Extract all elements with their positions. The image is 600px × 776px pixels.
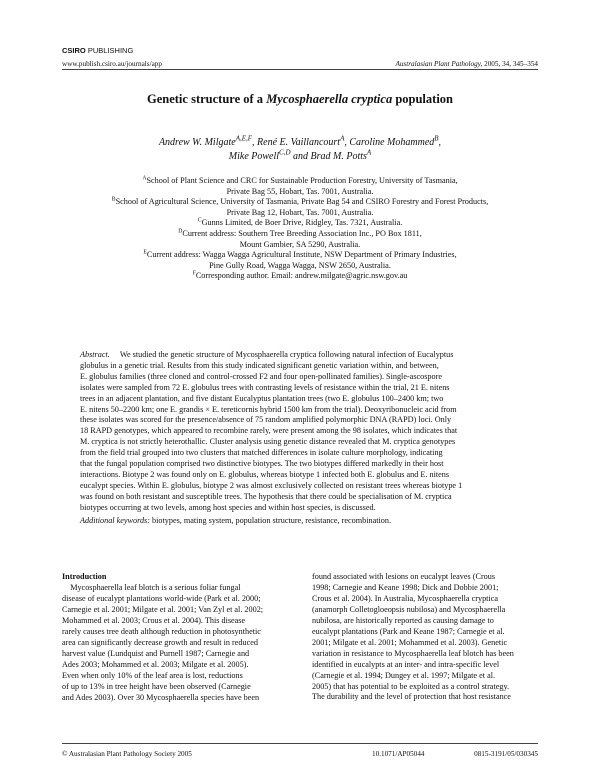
body-text-line: Crous et al. 2004). In Australia, Mycosphaerella cryptica (312, 593, 498, 603)
doi[interactable]: 10.1071/AP05044 (372, 750, 425, 758)
affiliation-line (62, 208, 538, 219)
affiliation-line (62, 240, 538, 251)
body-text-line: 2001; Milgate et al. 2001; Mohammed et al. 2003). Genetic (312, 637, 508, 647)
abstract-text: We studied the genetic structure of Mycosphaerella cryptica following natural infection of Eucalyptus (109, 350, 454, 359)
author-2-sup: A (340, 134, 345, 143)
introduction-left-column (62, 583, 294, 703)
abstract-line (80, 470, 520, 481)
abstract-line (80, 437, 520, 448)
author-4: Mike Powell (228, 151, 280, 162)
body-text-line: found associated with lesions on eucalypt leaves (Crous (312, 572, 496, 581)
abstract-text: 18 RAPD genotypes, which appeared to recombine rarely, were present among the 98 isolates, which indicates that (80, 426, 458, 436)
affiliation-text: Private Bag 12, Hobart, Tas. 7001, Australia. (226, 207, 374, 217)
publisher-rest: PUBLISHING (85, 46, 134, 55)
body-text-line: Ades 2003; Mohammed et al. 2003; Milgate et al. 2005). (62, 659, 249, 669)
abstract (80, 350, 520, 514)
body-text-line: The durability and the level of protection that host resistance (312, 692, 511, 702)
affiliation-text: Gunns Limited, de Boer Drive, Ridgley, Tas. 7321, Australia. (201, 218, 403, 228)
abstract-line (80, 394, 520, 405)
abstract-text: biotypes occurring at two levels, among host species and within host species, is discussed. (80, 502, 376, 512)
affiliation-marker: C (197, 217, 202, 224)
affiliation-line (62, 176, 538, 187)
affiliation-marker: A (142, 175, 147, 182)
affiliation-text: Current address: Southern Tree Breeding Association Inc., PO Box 1811, (182, 228, 422, 238)
affiliation-marker: F (192, 270, 196, 277)
abstract-text: these isolates was scored for the presence/absence of 75 random amplified polymorphic DNA (RAPD) loci. Only (80, 415, 452, 425)
abstract-line (80, 383, 520, 394)
keywords (80, 516, 520, 525)
affiliation-text: Current address: Wagga Wagga Agricultural Institute, NSW Department of Primary Industries, (146, 250, 457, 260)
abstract-line (80, 459, 520, 470)
affiliation-text: Private Bag 55, Hobart, Tas. 7001, Australia. (226, 186, 374, 196)
abstract-line (80, 405, 520, 416)
journal-volume-pages: 2005, 34, 345–354 (482, 60, 538, 68)
title-prefix: Genetic structure of a (147, 92, 267, 106)
abstract-text: interactions. Biotype 2 was found only on E. globulus, whereas biotype 1 infected both E. globulus and E. nitens (80, 469, 450, 479)
affiliation-line (62, 250, 538, 261)
body-text-line: Mohammed et al. 2003; Crous et al. 2004). This disease (62, 615, 246, 625)
body-text-line: 2005) that has potential to be exploited as a control strategy. (312, 681, 510, 691)
body-text-line: eucalypt plantations (Park and Keane 1987; Carnegie et al. (312, 626, 505, 636)
journal-name: Australasian Plant Pathology, (395, 60, 483, 68)
author-2: , René E. Vaillancourt (252, 137, 341, 148)
body-text-line: harvest value (Lundquist and Purnell 1987; Carnegie and (62, 648, 250, 658)
affiliation-text: School of Plant Science and CRC for Sustainable Production Forestry, University of Tasmania, (146, 176, 458, 185)
affiliation-text: Corresponding author. Email: andrew.milgate@agric.nsw.gov.au (195, 271, 408, 281)
body-text-line: disease of eucalypt plantations world-wide (Park et al. 2000; (62, 593, 261, 603)
issn: 0815-3191/05/030345 (474, 750, 538, 758)
abstract-label: Abstract. (80, 350, 110, 359)
abstract-text: trees in an adjacent plantation, and five distant Eucalyptus plantation trees (two E. globulus 100–2400 km; two (80, 393, 444, 403)
footer-rule (62, 743, 538, 744)
body-text-line: Even when only 10% of the leaf area is lost, reductions (62, 670, 243, 680)
introduction-right-column (312, 572, 538, 703)
abstract-text: M. cryptica is not strictly heterothallic. Cluster analysis using genetic distance revealed that M. cryptica genotypes (80, 437, 456, 447)
author-3-sup: B (434, 134, 439, 143)
title-suffix: population (392, 92, 453, 106)
abstract-text: eucalypt species. Within E. globulus, biotype 2 was almost exclusively collected on resistant trees whereas biotype 1 (80, 480, 463, 490)
abstract-text: E. globulus families (three cloned and control-crossed F2 and four open-pollinated families). Single-ascospore (80, 371, 442, 381)
author-4-sup: C,D (279, 148, 291, 157)
abstract-line (80, 350, 520, 361)
author-5: and Brad M. Potts (290, 151, 367, 162)
body-text-line: variation in resistance to Mycosphaerella leaf blotch has been (312, 648, 514, 658)
body-text-line: (anamorph Colletogloeopsis nubilosa) and Mycosphaerella (312, 604, 506, 614)
affiliation-text: Pine Gully Road, Wagga Wagga, NSW 2650, Australia. (209, 260, 391, 270)
abstract-text: isolates were sampled from 72 E. globulus trees with contrasting levels of resistance within the trial, 21 E. nitens (80, 382, 450, 392)
affiliation-line (62, 218, 538, 229)
publisher-bold: CSIRO (62, 46, 86, 55)
author-sep: , (438, 137, 442, 148)
keywords-text: biotypes, mating system, population structure, resistance, recombination. (149, 516, 391, 525)
introduction-heading: Introduction (62, 572, 107, 581)
journal-url[interactable]: www.publish.csiro.au/journals/app (62, 60, 162, 68)
affiliation-marker: E (143, 249, 147, 256)
body-text-line: identified in eucalypts at an inter- and intra-specific level (312, 659, 500, 669)
abstract-text: was found on both resistant and susceptible trees. The hypothesis that there could be specialisation of M. cryptica (80, 491, 452, 501)
abstract-line (80, 415, 520, 426)
body-text-line: Carnegie et al. 2001; Milgate et al. 2001; Van Zyl et al. 2002; (62, 604, 264, 614)
copyright: © Australasian Plant Pathology Society 2005 (62, 750, 192, 758)
author-1-sup: A,E,F (235, 134, 253, 143)
abstract-line (80, 448, 520, 459)
body-text-line: Mycosphaerella leaf blotch is a serious foliar fungal (62, 583, 241, 592)
affiliation-line (62, 271, 538, 282)
abstract-line (80, 503, 520, 514)
body-text-line: (Carnegie et al. 1994; Dungey et al. 1997; Milgate et al. (312, 670, 496, 680)
abstract-line (80, 361, 520, 372)
affiliation-marker: D (178, 228, 183, 235)
affiliations (62, 176, 538, 282)
abstract-text: E. nitens 50–2200 km; one E. grandis × E. tereticornis hybrid 1500 km from the trial). Deoxyribonucleic acid from (80, 404, 457, 414)
author-3: , Caroline Mohammed (344, 137, 435, 148)
abstract-text: from the field trial grouped into two clusters that matched differences in isolate culture morphology, indicating (80, 448, 443, 458)
abstract-line (80, 481, 520, 492)
affiliation-line (62, 261, 538, 272)
abstract-text: globulus in a genetic trial. Results from this study indicated significant genetic variation within, and between, (80, 360, 439, 370)
affiliation-text: Mount Gambier, SA 5290, Australia. (239, 239, 361, 249)
abstract-line (80, 492, 520, 503)
affiliation-text: School of Agricultural Science, University of Tasmania, Private Bag 54 and CSIRO Forestry and Forest Products, (115, 197, 489, 207)
affiliation-line (62, 187, 538, 198)
affiliation-marker: B (111, 196, 116, 203)
header-rule (62, 69, 538, 70)
publisher-label (62, 46, 133, 55)
body-text-line: area can significantly decrease growth and result in reduced (62, 637, 258, 647)
body-text-line: of up to 13% in tree height have been observed (Carnegie (62, 681, 251, 691)
affiliation-line (62, 197, 538, 208)
body-text-line: and Ades 2003). Over 30 Mycosphaerella species have been (62, 692, 260, 702)
author-1: Andrew W. Milgate (158, 137, 236, 148)
body-text-line: 1998; Carnegie and Keane 1998; Dick and Dobbie 2001; (312, 582, 499, 592)
paper-title (62, 92, 538, 107)
body-text-line: rarely causes tree death although reduction in photosynthetic (62, 626, 261, 636)
keywords-label: Additional keywords: (80, 516, 150, 525)
abstract-line (80, 372, 520, 383)
body-text-line: nubilosa, are historically reported as causing damage to (312, 615, 494, 625)
title-species: Mycosphaerella cryptica (266, 92, 393, 106)
abstract-line (80, 426, 520, 437)
author-5-sup: A (366, 148, 372, 157)
abstract-text: that the fungal population comprised two distinctive biotypes. The two biotypes differed markedly in their host (80, 459, 444, 469)
affiliation-line (62, 229, 538, 240)
journal-citation (395, 60, 538, 68)
author-list (62, 136, 538, 164)
